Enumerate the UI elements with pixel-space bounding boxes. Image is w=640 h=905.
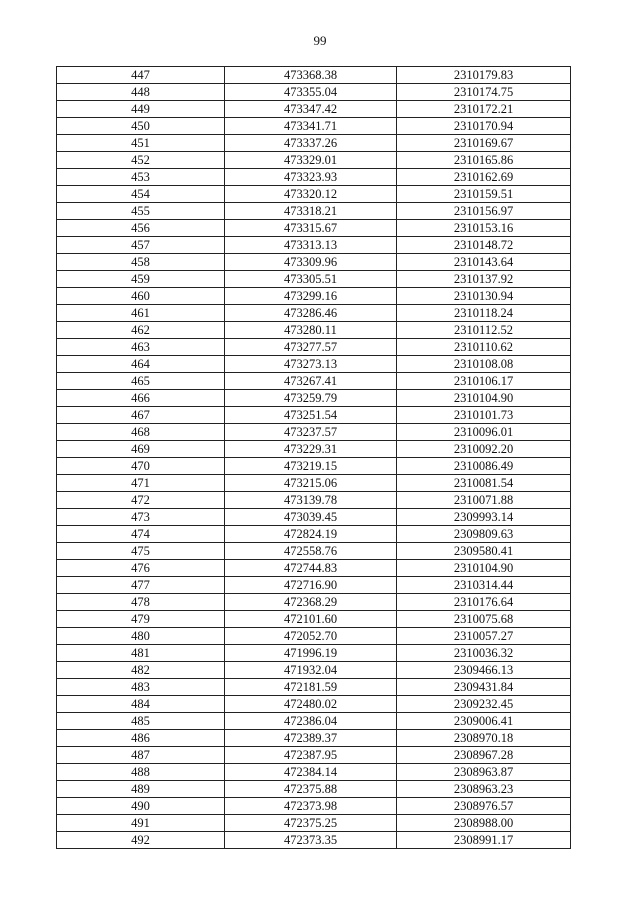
- x-coordinate-cell: 472375.88: [225, 781, 397, 798]
- page-number: 99: [313, 33, 327, 48]
- y-coordinate-cell: 2310153.16: [397, 220, 571, 237]
- table-row: [57, 764, 571, 781]
- point-number-cell: 455: [57, 203, 225, 220]
- table-row: [57, 594, 571, 611]
- y-coordinate-cell: 2308988.00: [397, 815, 571, 832]
- y-coordinate-cell: 2309466.13: [397, 662, 571, 679]
- point-number-cell: 461: [57, 305, 225, 322]
- point-number-cell: 472: [57, 492, 225, 509]
- table-row: [57, 271, 571, 288]
- table-row: [57, 509, 571, 526]
- point-number-cell: 473: [57, 509, 225, 526]
- y-coordinate-cell: 2308976.57: [397, 798, 571, 815]
- table-row: [57, 747, 571, 764]
- x-coordinate-cell: 473368.38: [225, 67, 397, 84]
- y-coordinate-cell: 2310314.44: [397, 577, 571, 594]
- point-number-cell: 476: [57, 560, 225, 577]
- y-coordinate-cell: 2310108.08: [397, 356, 571, 373]
- y-coordinate-cell: 2308967.28: [397, 747, 571, 764]
- point-number-cell: 491: [57, 815, 225, 832]
- point-number-cell: 469: [57, 441, 225, 458]
- table-row: [57, 254, 571, 271]
- y-coordinate-cell: 2310092.20: [397, 441, 571, 458]
- y-coordinate-cell: 2309431.84: [397, 679, 571, 696]
- y-coordinate-cell: 2310071.88: [397, 492, 571, 509]
- table-row: [57, 373, 571, 390]
- point-number-cell: 490: [57, 798, 225, 815]
- point-number-cell: 459: [57, 271, 225, 288]
- table-row: [57, 67, 571, 84]
- x-coordinate-cell: 472373.35: [225, 832, 397, 849]
- point-number-cell: 475: [57, 543, 225, 560]
- point-number-cell: 454: [57, 186, 225, 203]
- point-number-cell: 486: [57, 730, 225, 747]
- point-number-cell: 447: [57, 67, 225, 84]
- y-coordinate-cell: 2310172.21: [397, 101, 571, 118]
- y-coordinate-cell: 2310148.72: [397, 237, 571, 254]
- table-row: [57, 679, 571, 696]
- x-coordinate-cell: 473139.78: [225, 492, 397, 509]
- x-coordinate-cell: 472375.25: [225, 815, 397, 832]
- y-coordinate-cell: 2310143.64: [397, 254, 571, 271]
- x-coordinate-cell: 472368.29: [225, 594, 397, 611]
- point-number-cell: 448: [57, 84, 225, 101]
- x-coordinate-cell: 472558.76: [225, 543, 397, 560]
- table-row: [57, 288, 571, 305]
- y-coordinate-cell: 2310110.62: [397, 339, 571, 356]
- x-coordinate-cell: 473347.42: [225, 101, 397, 118]
- table-row: [57, 220, 571, 237]
- x-coordinate-cell: 472052.70: [225, 628, 397, 645]
- table-row: [57, 730, 571, 747]
- table-row: [57, 118, 571, 135]
- y-coordinate-cell: 2308970.18: [397, 730, 571, 747]
- x-coordinate-cell: 473277.57: [225, 339, 397, 356]
- point-number-cell: 477: [57, 577, 225, 594]
- y-coordinate-cell: 2309809.63: [397, 526, 571, 543]
- table-row: [57, 492, 571, 509]
- point-number-cell: 479: [57, 611, 225, 628]
- table-row: [57, 458, 571, 475]
- x-coordinate-cell: 473337.26: [225, 135, 397, 152]
- point-number-cell: 449: [57, 101, 225, 118]
- point-number-cell: 489: [57, 781, 225, 798]
- y-coordinate-cell: 2310170.94: [397, 118, 571, 135]
- y-coordinate-cell: 2309580.41: [397, 543, 571, 560]
- x-coordinate-cell: 472387.95: [225, 747, 397, 764]
- x-coordinate-cell: 471996.19: [225, 645, 397, 662]
- y-coordinate-cell: 2310162.69: [397, 169, 571, 186]
- x-coordinate-cell: 473267.41: [225, 373, 397, 390]
- point-number-cell: 474: [57, 526, 225, 543]
- x-coordinate-cell: 473323.93: [225, 169, 397, 186]
- y-coordinate-cell: 2310086.49: [397, 458, 571, 475]
- point-number-cell: 466: [57, 390, 225, 407]
- point-number-cell: 463: [57, 339, 225, 356]
- x-coordinate-cell: 472389.37: [225, 730, 397, 747]
- y-coordinate-cell: 2310137.92: [397, 271, 571, 288]
- table-row: [57, 322, 571, 339]
- x-coordinate-cell: 473039.45: [225, 509, 397, 526]
- point-number-cell: 480: [57, 628, 225, 645]
- y-coordinate-cell: 2308963.87: [397, 764, 571, 781]
- y-coordinate-cell: 2310096.01: [397, 424, 571, 441]
- table-row: [57, 424, 571, 441]
- point-number-cell: 457: [57, 237, 225, 254]
- x-coordinate-cell: 473341.71: [225, 118, 397, 135]
- table-row: [57, 186, 571, 203]
- table-row: [57, 441, 571, 458]
- table-row: [57, 339, 571, 356]
- table-row: [57, 628, 571, 645]
- x-coordinate-cell: 472181.59: [225, 679, 397, 696]
- table-row: [57, 645, 571, 662]
- table-row: [57, 390, 571, 407]
- point-number-cell: 483: [57, 679, 225, 696]
- x-coordinate-cell: 472373.98: [225, 798, 397, 815]
- y-coordinate-cell: 2310159.51: [397, 186, 571, 203]
- point-number-cell: 451: [57, 135, 225, 152]
- x-coordinate-cell: 473286.46: [225, 305, 397, 322]
- x-coordinate-cell: 473315.67: [225, 220, 397, 237]
- y-coordinate-cell: 2309232.45: [397, 696, 571, 713]
- y-coordinate-cell: 2310176.64: [397, 594, 571, 611]
- x-coordinate-cell: 473355.04: [225, 84, 397, 101]
- y-coordinate-cell: 2310112.52: [397, 322, 571, 339]
- table-row: [57, 815, 571, 832]
- point-number-cell: 481: [57, 645, 225, 662]
- table-row: [57, 662, 571, 679]
- point-number-cell: 452: [57, 152, 225, 169]
- table-row: [57, 526, 571, 543]
- table-row: [57, 305, 571, 322]
- y-coordinate-cell: 2310057.27: [397, 628, 571, 645]
- table-row: [57, 135, 571, 152]
- table-row: [57, 152, 571, 169]
- x-coordinate-cell: 472824.19: [225, 526, 397, 543]
- point-number-cell: 468: [57, 424, 225, 441]
- y-coordinate-cell: 2310106.17: [397, 373, 571, 390]
- y-coordinate-cell: 2310130.94: [397, 288, 571, 305]
- table-row: [57, 560, 571, 577]
- y-coordinate-cell: 2310104.90: [397, 560, 571, 577]
- point-number-cell: 471: [57, 475, 225, 492]
- point-number-cell: 485: [57, 713, 225, 730]
- point-number-cell: 492: [57, 832, 225, 849]
- table-row: [57, 84, 571, 101]
- y-coordinate-cell: 2310156.97: [397, 203, 571, 220]
- y-coordinate-cell: 2310169.67: [397, 135, 571, 152]
- x-coordinate-cell: 473313.13: [225, 237, 397, 254]
- x-coordinate-cell: 473320.12: [225, 186, 397, 203]
- y-coordinate-cell: 2310036.32: [397, 645, 571, 662]
- table-row: [57, 832, 571, 849]
- table-row: [57, 101, 571, 118]
- x-coordinate-cell: 473305.51: [225, 271, 397, 288]
- point-number-cell: 478: [57, 594, 225, 611]
- table-row: [57, 543, 571, 560]
- point-number-cell: 484: [57, 696, 225, 713]
- table-row: [57, 407, 571, 424]
- table-row: [57, 696, 571, 713]
- y-coordinate-cell: 2309006.41: [397, 713, 571, 730]
- y-coordinate-cell: 2308991.17: [397, 832, 571, 849]
- point-number-cell: 450: [57, 118, 225, 135]
- y-coordinate-cell: 2308963.23: [397, 781, 571, 798]
- x-coordinate-cell: 472386.04: [225, 713, 397, 730]
- x-coordinate-cell: 473299.16: [225, 288, 397, 305]
- point-number-cell: 458: [57, 254, 225, 271]
- x-coordinate-cell: 473251.54: [225, 407, 397, 424]
- point-number-cell: 487: [57, 747, 225, 764]
- table-row: [57, 713, 571, 730]
- x-coordinate-cell: 473273.13: [225, 356, 397, 373]
- table-row: [57, 475, 571, 492]
- x-coordinate-cell: 473229.31: [225, 441, 397, 458]
- y-coordinate-cell: 2310081.54: [397, 475, 571, 492]
- point-number-cell: 467: [57, 407, 225, 424]
- x-coordinate-cell: 472744.83: [225, 560, 397, 577]
- y-coordinate-cell: 2310165.86: [397, 152, 571, 169]
- x-coordinate-cell: 473329.01: [225, 152, 397, 169]
- x-coordinate-cell: 472101.60: [225, 611, 397, 628]
- y-coordinate-cell: 2310101.73: [397, 407, 571, 424]
- y-coordinate-cell: 2310118.24: [397, 305, 571, 322]
- x-coordinate-cell: 472716.90: [225, 577, 397, 594]
- x-coordinate-cell: 473219.15: [225, 458, 397, 475]
- point-number-cell: 470: [57, 458, 225, 475]
- coordinates-table-body: [57, 67, 571, 849]
- coordinates-table: [56, 66, 571, 849]
- x-coordinate-cell: 473318.21: [225, 203, 397, 220]
- table-row: [57, 203, 571, 220]
- y-coordinate-cell: 2310104.90: [397, 390, 571, 407]
- y-coordinate-cell: 2310075.68: [397, 611, 571, 628]
- table-row: [57, 577, 571, 594]
- x-coordinate-cell: 473280.11: [225, 322, 397, 339]
- x-coordinate-cell: 472384.14: [225, 764, 397, 781]
- x-coordinate-cell: 473259.79: [225, 390, 397, 407]
- x-coordinate-cell: 473237.57: [225, 424, 397, 441]
- point-number-cell: 453: [57, 169, 225, 186]
- table-row: [57, 169, 571, 186]
- point-number-cell: 488: [57, 764, 225, 781]
- point-number-cell: 460: [57, 288, 225, 305]
- table-row: [57, 356, 571, 373]
- x-coordinate-cell: 472480.02: [225, 696, 397, 713]
- point-number-cell: 482: [57, 662, 225, 679]
- y-coordinate-cell: 2310179.83: [397, 67, 571, 84]
- point-number-cell: 464: [57, 356, 225, 373]
- table-row: [57, 237, 571, 254]
- y-coordinate-cell: 2309993.14: [397, 509, 571, 526]
- table-row: [57, 798, 571, 815]
- x-coordinate-cell: 473309.96: [225, 254, 397, 271]
- point-number-cell: 462: [57, 322, 225, 339]
- point-number-cell: 465: [57, 373, 225, 390]
- x-coordinate-cell: 471932.04: [225, 662, 397, 679]
- x-coordinate-cell: 473215.06: [225, 475, 397, 492]
- table-row: [57, 781, 571, 798]
- point-number-cell: 456: [57, 220, 225, 237]
- table-row: [57, 611, 571, 628]
- y-coordinate-cell: 2310174.75: [397, 84, 571, 101]
